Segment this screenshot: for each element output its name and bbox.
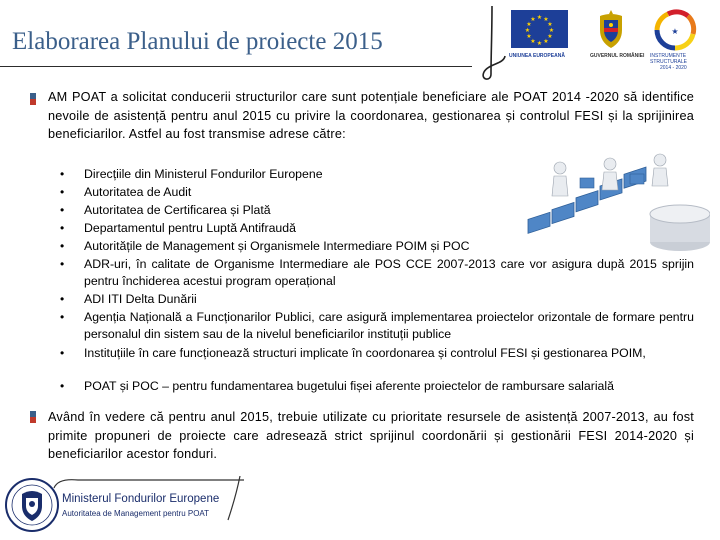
paragraph-bullet-icon: [30, 411, 36, 423]
list-item: Autoritatea de Certificarea și Plată: [84, 203, 271, 217]
program-caption: [650, 53, 720, 71]
eu-flag-icon: [511, 10, 568, 48]
list-bullet: •: [60, 239, 65, 253]
list-bullet: •: [60, 310, 65, 324]
svg-text:★: ★: [526, 21, 532, 28]
closing-paragraph: Având în vedere că pentru anul 2015, trebuie utilizate cu prioritate resursele de asistență 2007-2013, au fost primite propuneri de proiecte care adresează strict sprijinul coordonării și gestionării FESI 2014-2020 și beneficiarilor acestor fonduri.: [48, 410, 694, 461]
decorative-swash: [478, 4, 508, 84]
list-bullet: •: [60, 167, 65, 181]
list-bullet: •: [60, 346, 65, 360]
list-item: POAT și POC – pentru fundamentarea bugetului fișei aferente proiectelor de rambursare salarială: [84, 379, 614, 393]
paragraph-bullet-icon: [30, 93, 36, 105]
svg-text:★: ★: [536, 40, 543, 47]
program-caption-line2: 2014 - 2020: [660, 65, 687, 71]
list-bullet: •: [60, 257, 65, 271]
list-bullet: •: [60, 203, 65, 217]
structural-instruments-logo-icon: [648, 8, 702, 52]
list-bullet: •: [60, 221, 65, 235]
list-item: Instituțiile în care funcționează structuri implicate în coordonarea și controlul FESI și gestionarea POIM,: [84, 346, 646, 360]
ministry-unit: Autoritatea de Management pentru POAT: [62, 509, 210, 518]
title-divider: [0, 66, 472, 67]
list-item: Autoritatea de Audit: [84, 185, 192, 199]
svg-text:★: ★: [547, 21, 553, 28]
svg-text:★: ★: [526, 33, 532, 40]
program-caption-line1: INSTRUMENTE STRUCTURALE: [650, 53, 687, 65]
list-bullet: •: [60, 379, 65, 393]
list-item: Departamentul pentru Luptă Antifraudă: [84, 221, 296, 235]
list-item: Agenția Națională a Funcționarilor Publici, care asigură implementarea proiectelor orizontale de formare pentru personalul din sistem sau de la nivelul beneficiarilor instituții publice: [84, 310, 694, 341]
svg-text:★: ★: [671, 27, 679, 36]
intro-paragraph: AM POAT a solicitat conducerii structurilor care sunt potențiale beneficiare ale POAT 2014 -2020 să identifice nevoile de asistență pentru anul 2015 cu privire la coordonarea, gestionarea și controlul FESI și la sprijinirea beneficiarilor. Astfel au fost transmise adrese către:: [48, 90, 694, 141]
romania-coat-of-arms-icon: [596, 8, 626, 50]
svg-text:★: ★: [524, 27, 531, 34]
svg-text:★: ★: [543, 16, 549, 23]
svg-text:★: ★: [543, 38, 549, 45]
svg-text:★: ★: [548, 27, 555, 34]
svg-text:★: ★: [530, 16, 536, 23]
svg-text:★: ★: [547, 33, 553, 40]
government-caption: GUVERNUL ROMÂNIEI: [590, 53, 645, 59]
svg-text:★: ★: [536, 14, 543, 21]
eu-caption: UNIUNEA EUROPEANĂ: [509, 53, 565, 59]
list-bullet: •: [60, 185, 65, 199]
slide-title: Elaborarea Planului de proiecte 2015: [12, 28, 383, 55]
list-item: Direcțiile din Ministerul Fondurilor Europene: [84, 167, 323, 181]
puzzle-team-illustration: [520, 150, 710, 265]
list-item: ADI ITI Delta Dunării: [84, 292, 197, 306]
ministry-name: Ministerul Fondurilor Europene: [62, 493, 220, 505]
list-bullet: •: [60, 292, 65, 306]
list-item: Autoritățile de Management și Organismele Intermediare POIM și POC: [84, 239, 470, 253]
svg-text:★: ★: [530, 38, 536, 45]
list-item: ADR-uri, în calitate de Organisme Intermediare ale POS CCE 2007-2013 care vor asigura după 2015 sprijin pentru închiderea acestui program operațional: [84, 257, 694, 288]
